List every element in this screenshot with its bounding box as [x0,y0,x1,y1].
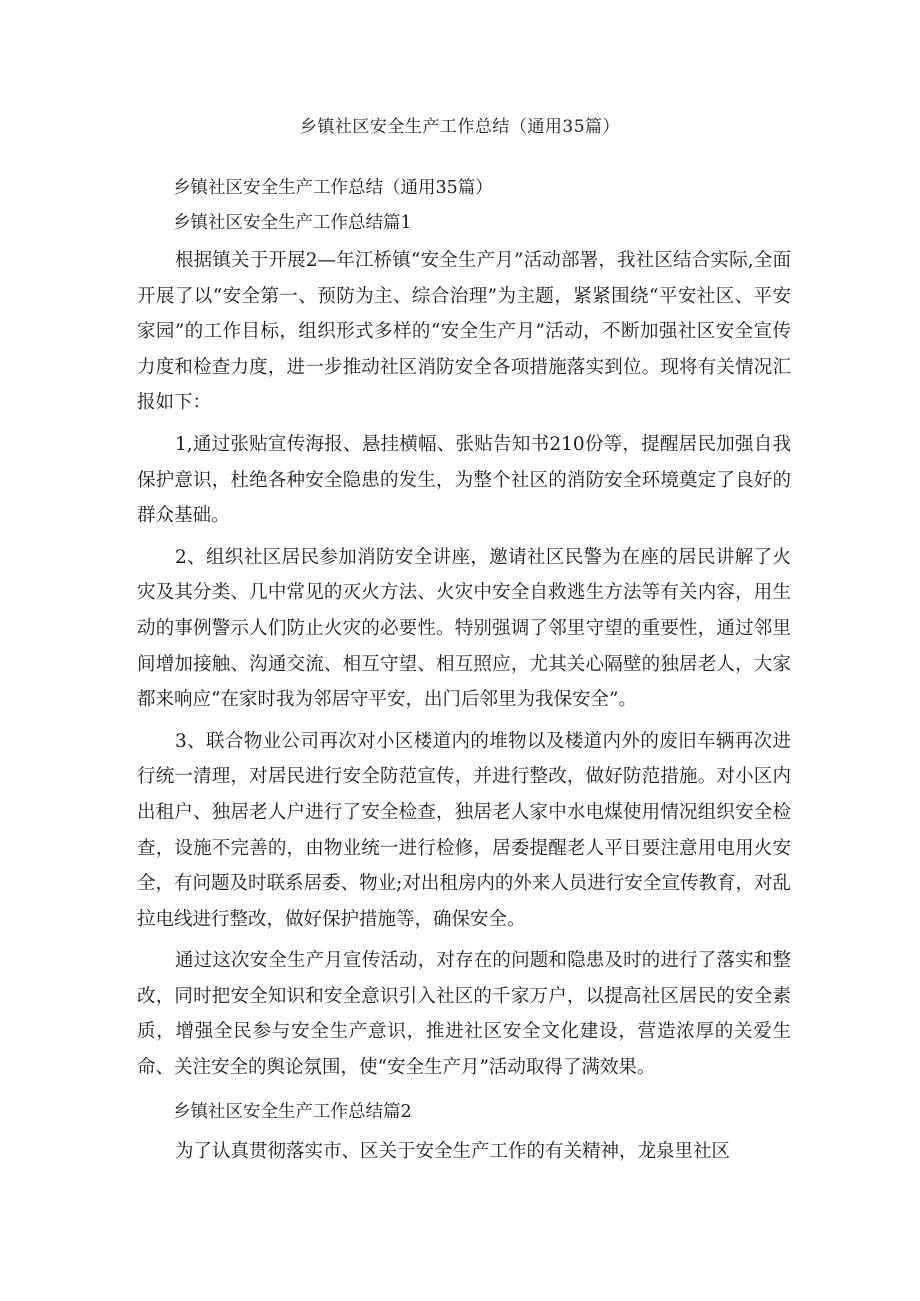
paragraph-item-1: 1,通过张贴宣传海报、悬挂横幅、张贴告知书210份等，提醒居民加强自我保护意识，杜绝各种安全隐患的发生，为整个社区的消防安全环境奠定了良好的群众基础。 [137,433,791,527]
intro-title: 乡镇社区安全生产工作总结（通用35篇） [173,178,493,198]
page-title: 乡镇社区安全生产工作总结（通用35篇） [299,117,621,137]
section-heading-1: 乡镇社区安全生产工作总结篇1 [173,213,412,233]
section-heading-2: 乡镇社区安全生产工作总结篇2 [173,1101,412,1122]
paragraph-summary: 通过这次安全生产月宣传活动，对存在的问题和隐患及时的进行了落实和整改，同时把安全知识和安全意识引入社区的千家万户，以提高社区居民的安全素质，增强全民参与安全生产意识，推进社区安全文化建设，营造浓厚的关爱生命、关注安全的舆论氛围，使“安全生产月”活动取得了满效果。 [137,950,791,1079]
paragraph-item-2: 2、组织社区居民参加消防安全讲座，邀请社区民警为在座的居民讲解了火灾及其分类、几中常见的灭火方法、火灾中安全自救逃生方法等有关内容，用生动的事例警示人们防止火灾的必要性。特别强调了邻里守望的重要性，通过邻里间增加接触、沟通交流、相互守望、相互照应，尤其关心隔壁的独居老人，大家都来响应“在家时我为邻居守平安，出门后邻里为我保安全”。 [137,546,791,711]
paragraph-section2-start: 为了认真贯彻落实市、区关于安全生产工作的有关精神，龙泉里社区 [175,1140,731,1162]
paragraph-intro: 根据镇关于开展2—年江桥镇“安全生产月”活动部署，我社区结合实际,全面开展了以“安全第一、预防为主、综合治理”为主题，紧紧围绕“平安社区、平安家园”的工作目标，组织形式多样的“安全生产月”活动，不断加强社区安全宣传力度和检查力度，进一步推动社区消防安全各项措施落实到位。现将有关情况汇报如下： [137,250,791,414]
document-body [137,172,791,1169]
paragraph-item-3: 3、联合物业公司再次对小区楼道内的堆物以及楼道内外的废旧车辆再次进行统一清理，对居民进行安全防范宣传，并进行整改，做好防范措施。对小区内出租户、独居老人户进行了安全检查，独居老人家中水电煤使用情况组织安全检查，设施不完善的，由物业统一进行检修，居委提醒老人平日要注意用电用火安全，有问题及时联系居委、物业;对出租房内的外来人员进行安全宣传教育，对乱拉电线进行整改，做好保护措施等，确保安全。 [137,730,791,930]
